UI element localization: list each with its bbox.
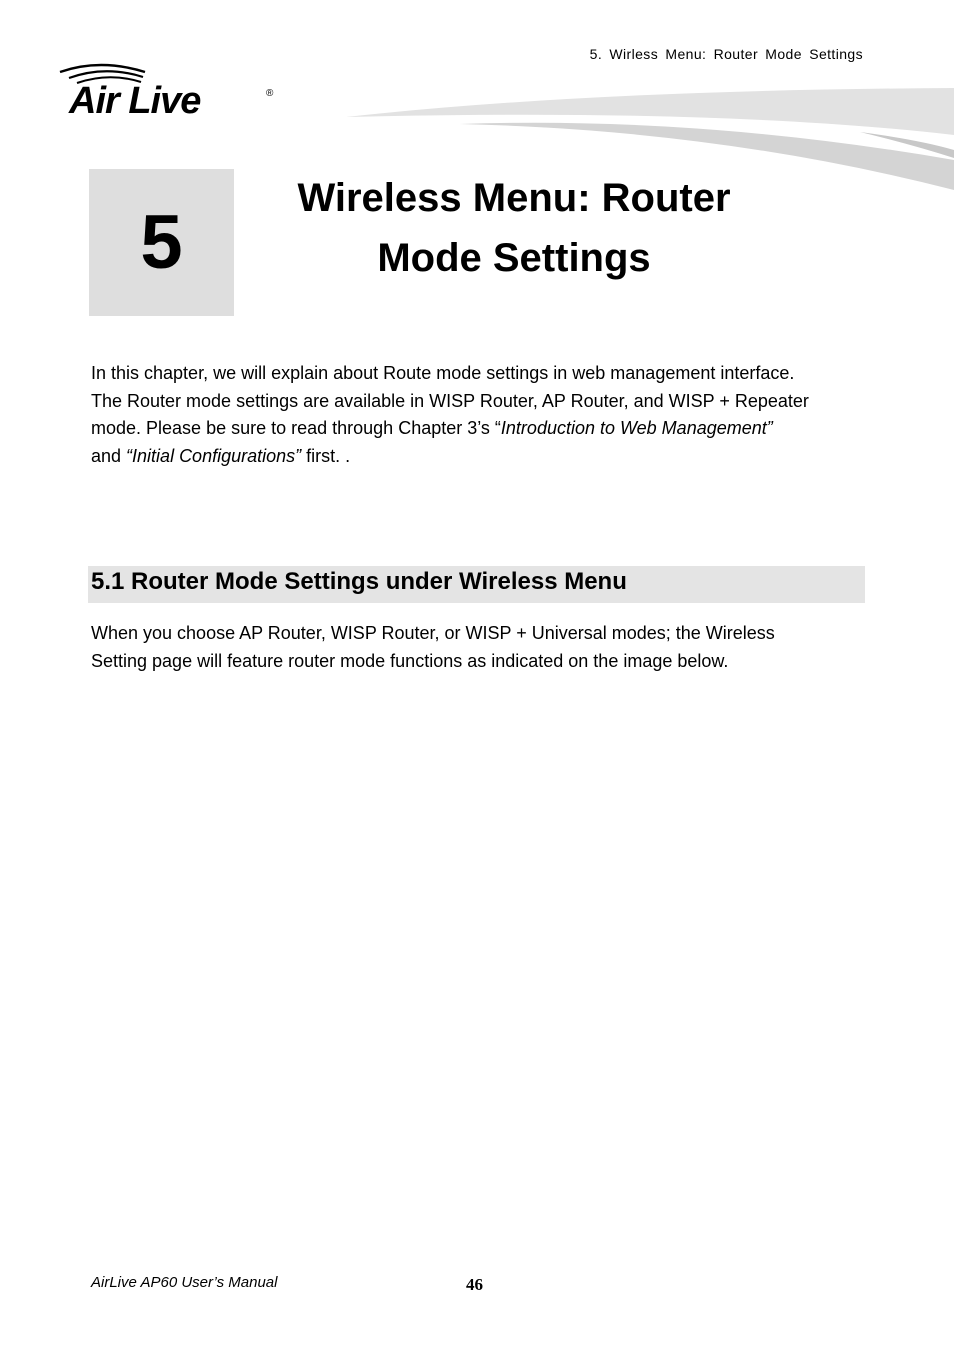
intro-line [91,415,881,443]
airlive-logo [55,58,285,124]
section-heading-bar [88,566,865,603]
logo-wordmark: Air Live [69,80,201,122]
section-paragraph [91,619,881,675]
section-line: When you choose AP Router, WISP Router, or WISP + Universal modes; the Wireless [91,623,775,643]
section-line: Setting page will feature router mode functions as indicated on the image below. [91,651,729,671]
running-header: 5. Wirless Menu: Router Mode Settings [589,46,863,62]
intro-line: The Router mode settings are available in WISP Router, AP Router, and WISP + Repeater [91,390,809,411]
intro-line [91,443,881,471]
footer-page-number: 46 [466,1275,483,1294]
intro-text: first. . [301,445,351,466]
intro-text: mode. Please be sure to read through Chapter 3’s “ [91,418,501,438]
chapter-title [234,168,794,288]
chapter-number: 5 [140,199,183,285]
intro-line: In this chapter, we will explain about Route mode settings in web management interface. [91,363,795,383]
footer-manual-name: AirLive AP60 User’s Manual [91,1274,278,1291]
intro-italic-reference: Introduction to Web Management” [500,418,773,438]
intro-italic-reference: “Initial Configurations” [126,445,302,466]
registered-mark: ® [266,88,274,99]
intro-text: and [91,445,127,466]
section-title: 5.1 Router Mode Settings under Wireless Menu [91,568,627,595]
chapter-title-line1: Wireless Menu: Router [297,176,731,220]
intro-paragraph [91,360,881,470]
chapter-title-line2: Mode Settings [377,236,651,280]
chapter-number-box [89,169,234,316]
